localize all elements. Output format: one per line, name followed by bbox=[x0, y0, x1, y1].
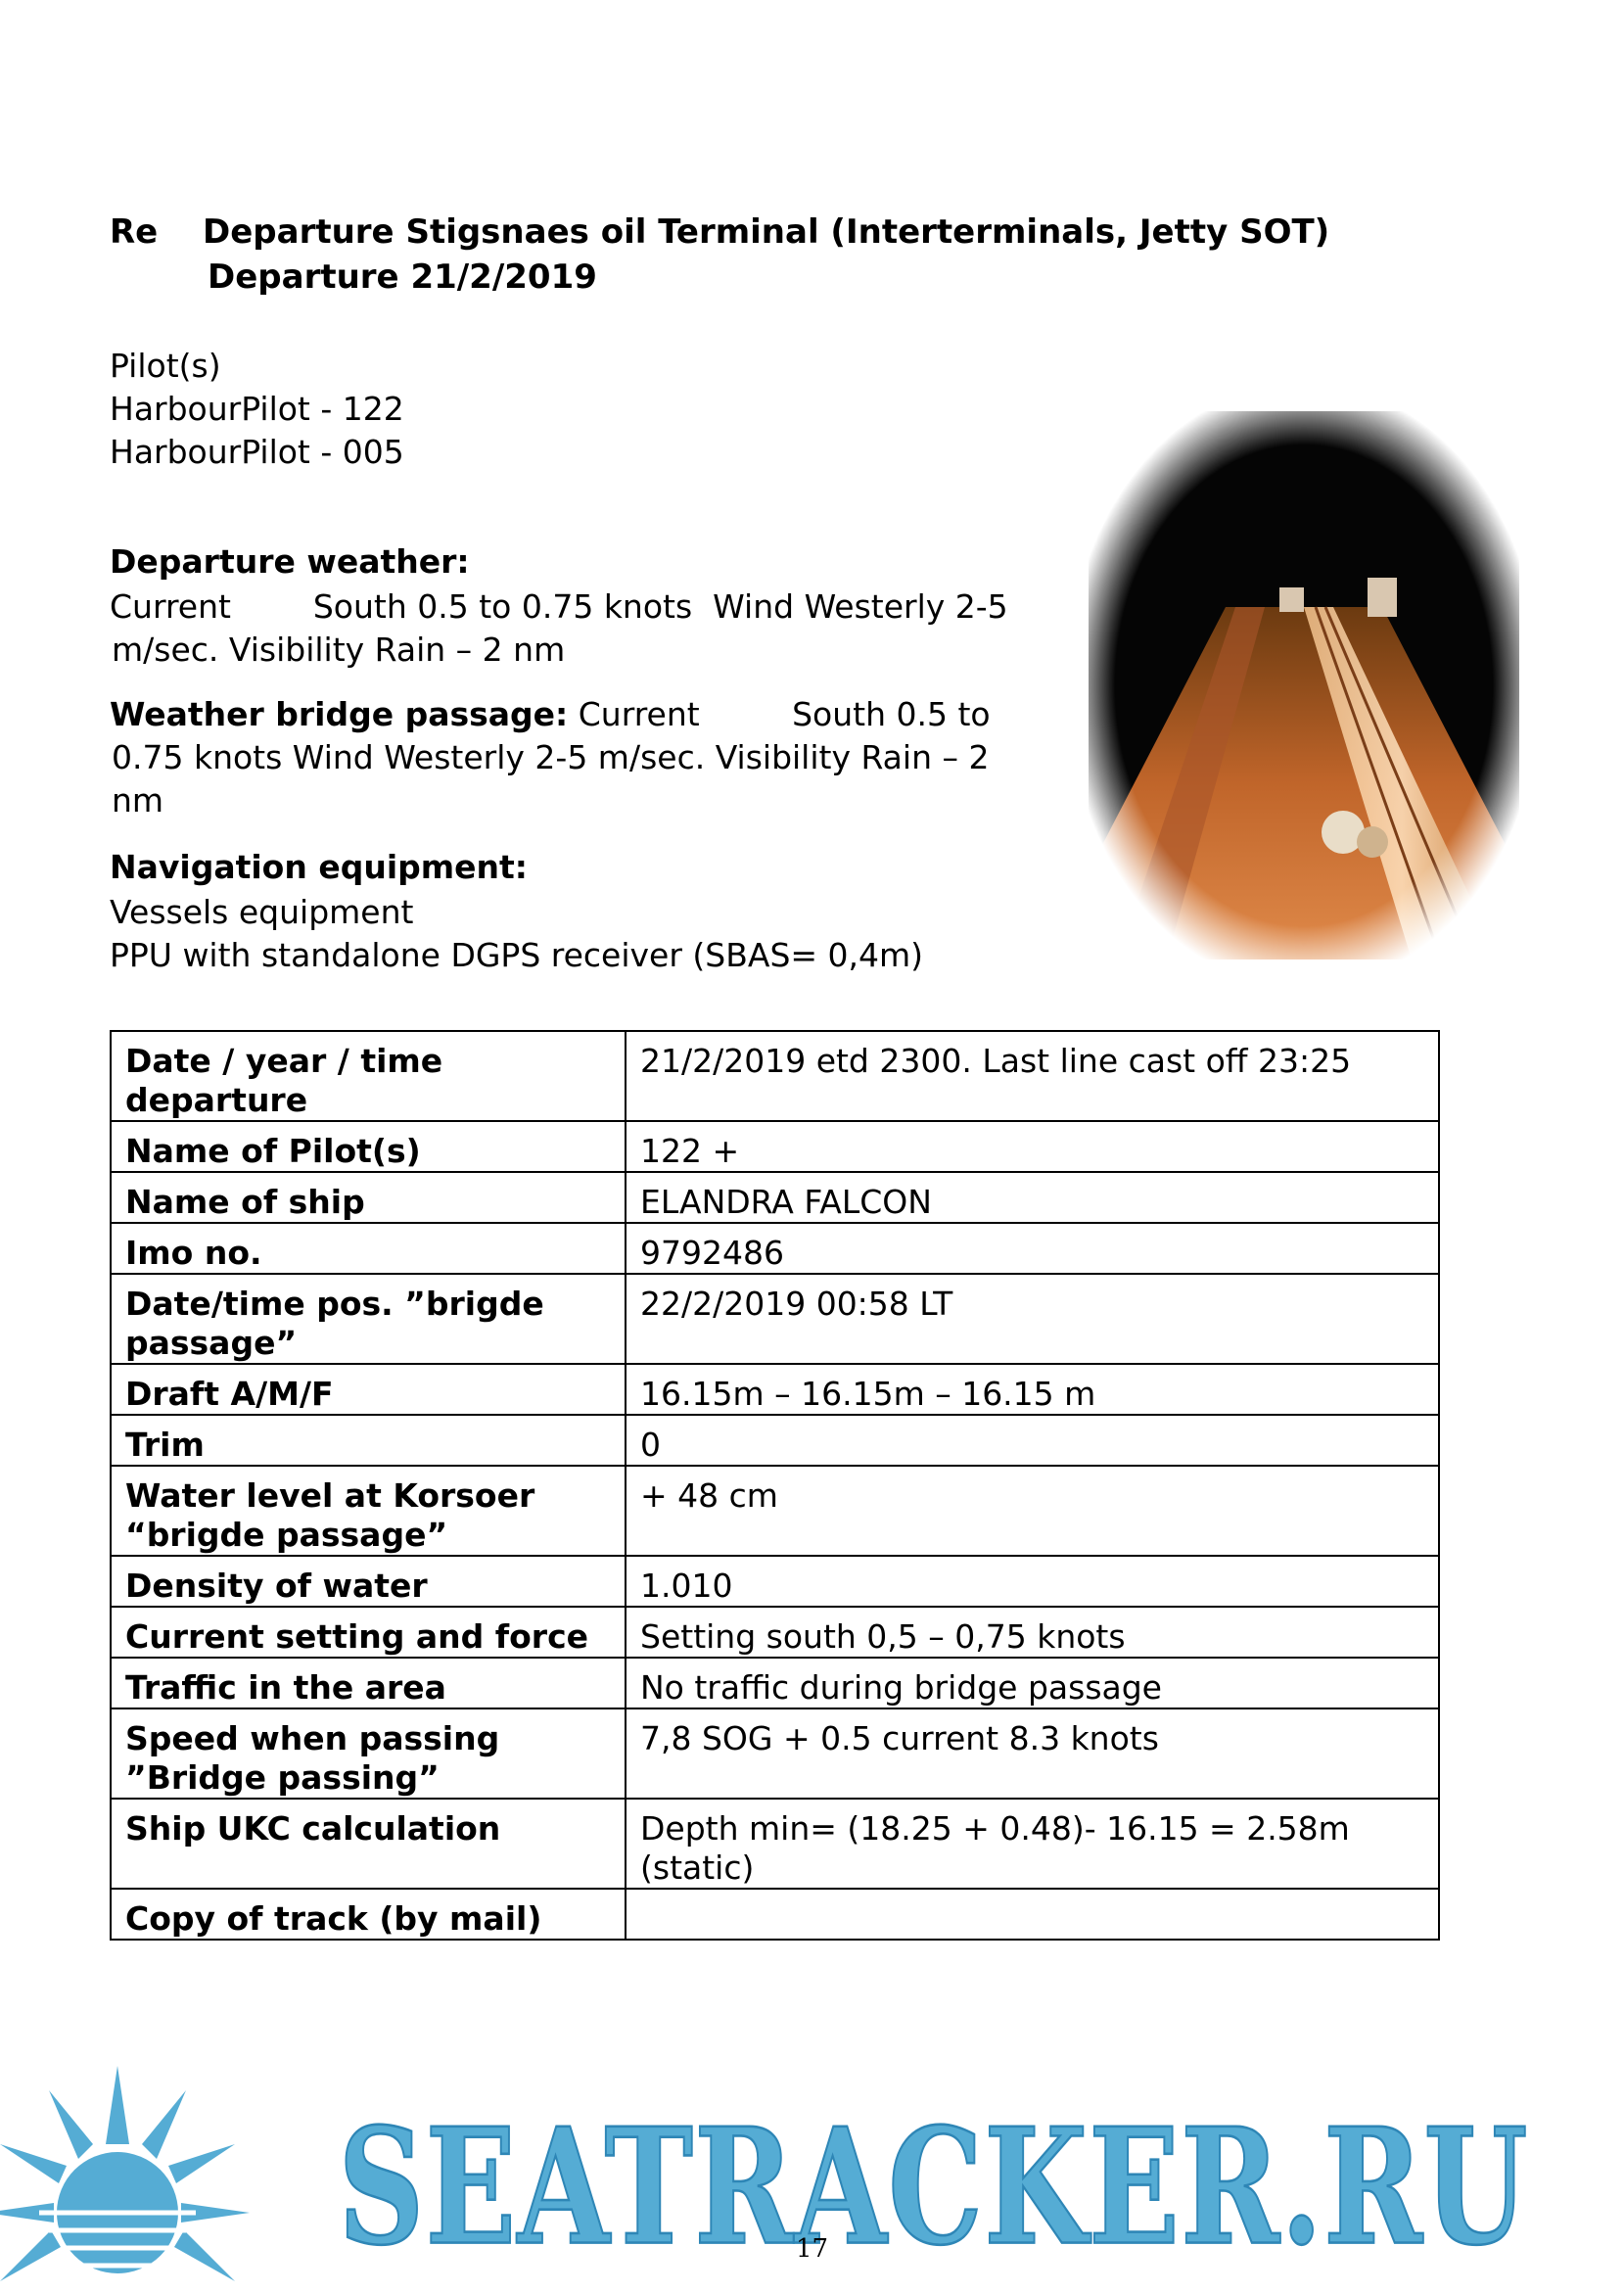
row-value bbox=[626, 1889, 1439, 1940]
pilot-report-table bbox=[110, 1030, 1440, 1941]
pilots-label: Pilot(s) bbox=[110, 347, 221, 385]
row-label: Ship UKC calculation bbox=[111, 1799, 626, 1889]
watermark-text: SEATRACKER.RU bbox=[338, 2095, 1529, 2267]
row-label: Draft A/M/F bbox=[111, 1364, 626, 1415]
bridge-weather-title: Weather bridge passage: bbox=[110, 695, 569, 733]
table-row bbox=[111, 1031, 1439, 1121]
row-label: Copy of track (by mail) bbox=[111, 1889, 626, 1940]
pilot-item: HarbourPilot - 122 bbox=[110, 390, 404, 428]
row-label: Traffic in the area bbox=[111, 1658, 626, 1708]
row-value: 22/2/2019 00:58 LT bbox=[626, 1274, 1439, 1364]
row-value: 0 bbox=[626, 1415, 1439, 1466]
table-row bbox=[111, 1607, 1439, 1658]
departure-weather-line: Current South 0.5 to 0.75 knots Wind Westerly 2-5 bbox=[110, 587, 1008, 626]
departure-weather-line: m/sec. Visibility Rain – 2 nm bbox=[112, 631, 566, 669]
table-row bbox=[111, 1223, 1439, 1274]
ship-deck-photo bbox=[1089, 411, 1519, 959]
row-value: ELANDRA FALCON bbox=[626, 1172, 1439, 1223]
row-value: 21/2/2019 etd 2300. Last line cast off 23:25 bbox=[626, 1031, 1439, 1121]
row-value: 9792486 bbox=[626, 1223, 1439, 1274]
table-row bbox=[111, 1274, 1439, 1364]
row-label: Name of ship bbox=[111, 1172, 626, 1223]
table-row bbox=[111, 1799, 1439, 1889]
pilot-item: HarbourPilot - 005 bbox=[110, 433, 404, 471]
row-value: 1.010 bbox=[626, 1556, 1439, 1607]
table-row bbox=[111, 1658, 1439, 1708]
row-value: 7,8 SOG + 0.5 current 8.3 knots bbox=[626, 1708, 1439, 1799]
row-label: Imo no. bbox=[111, 1223, 626, 1274]
title-line-1: Departure Stigsnaes oil Terminal (Interterminals, Jetty SOT) bbox=[203, 212, 1330, 252]
title-line-2: Departure 21/2/2019 bbox=[208, 257, 597, 297]
row-label: Name of Pilot(s) bbox=[111, 1121, 626, 1172]
row-label: Speed when passing ”Bridge passing” bbox=[111, 1708, 626, 1799]
bridge-weather-text: Current South 0.5 to bbox=[568, 695, 991, 733]
row-label: Trim bbox=[111, 1415, 626, 1466]
page-number: 17 bbox=[795, 2234, 829, 2264]
re-label: Re bbox=[110, 212, 159, 252]
table-row bbox=[111, 1415, 1439, 1466]
navigation-line: PPU with standalone DGPS receiver (SBAS= 0,4m) bbox=[110, 936, 924, 974]
row-value: Depth min= (18.25 + 0.48)- 16.15 = 2.58m (static) bbox=[626, 1799, 1439, 1889]
row-value: + 48 cm bbox=[626, 1466, 1439, 1556]
row-label: Date / year / time departure bbox=[111, 1031, 626, 1121]
bridge-weather-line: 0.75 knots Wind Westerly 2-5 m/sec. Visibility Rain – 2 bbox=[112, 738, 990, 776]
table-row bbox=[111, 1556, 1439, 1607]
ship-deck-image bbox=[1089, 411, 1519, 959]
row-label: Current setting and force bbox=[111, 1607, 626, 1658]
row-value: 122 + bbox=[626, 1121, 1439, 1172]
table-row bbox=[111, 1364, 1439, 1415]
row-value: No traffic during bridge passage bbox=[626, 1658, 1439, 1708]
bridge-weather-line: nm bbox=[112, 781, 164, 819]
row-label: Density of water bbox=[111, 1556, 626, 1607]
bridge-weather-line-1 bbox=[110, 693, 991, 736]
table-row bbox=[111, 1172, 1439, 1223]
row-value: 16.15m – 16.15m – 16.15 m bbox=[626, 1364, 1439, 1415]
table-row bbox=[111, 1708, 1439, 1799]
navigation-line: Vessels equipment bbox=[110, 893, 414, 931]
table-row bbox=[111, 1466, 1439, 1556]
row-label: Date/time pos. ”brigde passage” bbox=[111, 1274, 626, 1364]
row-value: Setting south 0,5 – 0,75 knots bbox=[626, 1607, 1439, 1658]
departure-weather-title: Departure weather: bbox=[110, 542, 470, 581]
navigation-title: Navigation equipment: bbox=[110, 848, 529, 886]
row-label: Water level at Korsoer “brigde passage” bbox=[111, 1466, 626, 1556]
table-row bbox=[111, 1889, 1439, 1940]
table-row bbox=[111, 1121, 1439, 1172]
